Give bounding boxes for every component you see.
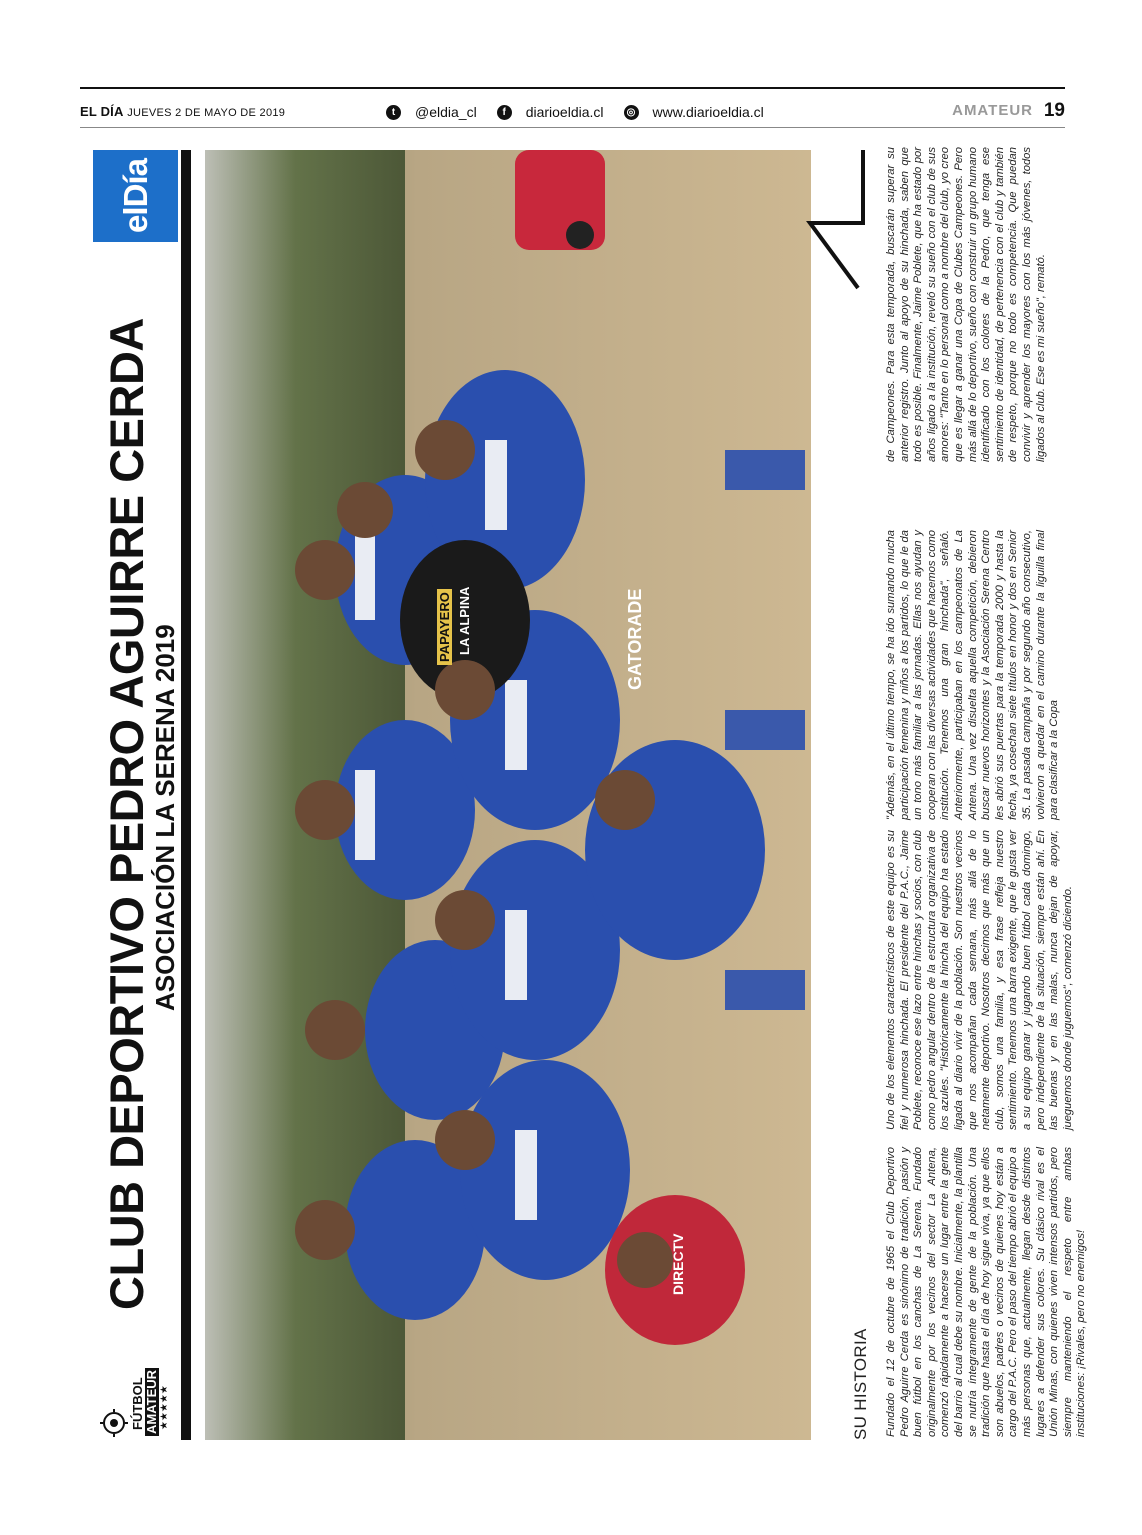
top-rule: [80, 87, 1065, 89]
eldia-logo: [93, 150, 178, 242]
article-column-4: de Campeones. Para esta temporada, buscarán superar su anterior registro. Junto al apoyo de su hinchada, saben que todo es posible. Finalmente, Jaime Poblete, que ha estado por años ligado a la institución, reveló su sueño con el club de sus amores: "Tanto en lo personal como a nombre del club, yo creo que es llegar a ganar una Copa de Clubes Campeones. Pero más allá de lo deportivo, sueño con construir un grupo humano identificado con los colores de la Pedro, que tenga ese sentimiento de identidad, de pertenencia con el club y también de respeto, porque no todo es competencia. Que puedan convivir y aprender los mayores con los más jóvenes, todos ligados al club. Ese es mi sueño", remató.: [885, 147, 1047, 462]
headline: CLUB DEPORTIVO PEDRO AGUIRRE CERDA: [100, 318, 153, 1310]
title-column-bar: [181, 150, 191, 1440]
subheadline: ASOCIACIÓN LA SERENA 2019: [150, 624, 180, 1011]
futbol-logo-stars: ★★★★★: [159, 1385, 170, 1430]
masthead: [80, 104, 285, 119]
gk-sponsor-1: PAPAYERO: [437, 589, 452, 665]
section-heading: SU HISTORIA: [851, 1328, 870, 1440]
web-icon: ◎: [624, 105, 639, 120]
article-column-2: Uno de los elementos característicos de este equipo es su fiel y numerosa hinchada. El presidente del P.A.C., Jaime Poblete, reconoce ese lazo entre hinchas y socios, con club como pedro angular dentro de la estructura organizativa de los azules. "Históricamente la hincha del equipo ha estado ligada al diario vivir de la población. Son nuestros vecinos que nos acompañan cada semana, más allá de lo netamente deportivo. Nosotros decimos que más que un club, somos una familia, y esa frase refleja nuestro sentimiento. Tenemos una barra exigente, que le gusta ver a su equipo ganar y jugando buen fútbol cada domingo, pero independiente de la situación, siempre están ahí. En las buenas y en las malas, nunca dejan de apoyar, jueguemos donde juguemos", comenzó diciendo.: [885, 830, 1074, 1130]
social-links: [386, 100, 784, 124]
futbol-logo-line2: AMATEUR: [144, 1369, 159, 1434]
callout-frame: [800, 148, 880, 298]
eldia-logo-text: elDía: [116, 159, 154, 233]
team-photo: [205, 150, 811, 1440]
paper-name: EL DÍA: [80, 104, 124, 119]
twitter-icon: t: [386, 105, 401, 120]
gk-sponsor-2: LA ALPINA: [457, 586, 472, 655]
twitter-handle[interactable]: @eldia_cl: [415, 104, 477, 120]
issue-date: JUEVES 2 DE MAYO DE 2019: [127, 107, 286, 119]
article-column-3: "Además, en el último tiempo, se ha ido sumando mucha participación femenina y niños a los partidos, lo que le da un tono más familiar a las jornadas. Ellas nos ayudan y cooperan con las diversas actividades que hacemos como institución. Tenemos una gran hinchada", señaló. Anteriormente, participaban en los campeonatos de La Antena. Una vez disuelta aquella competición, debieron buscar nuevos horizontes y la Asociación Serena Centro les abrió sus puertas para la temporada 2000 y hasta la fecha, ya cosechan siete títulos en honor y dos en Senior 35. La pasada campaña y por segundo año consecutivo, volvieron a quedar en el camino durante la liguilla final para clasificar a la Copa: [885, 530, 1061, 820]
page-number: 19: [1043, 100, 1065, 121]
website-link[interactable]: www.diarioeldia.cl: [652, 104, 764, 120]
futbol-logo-line1: FÚTBOL: [130, 1377, 145, 1430]
futbol-amateur-logo: [95, 1330, 177, 1440]
facebook-icon: f: [497, 105, 512, 120]
header-rule: [80, 127, 1065, 128]
page-header: [80, 100, 1065, 126]
article-column-1: Fundado el 12 de octubre de 1965 el Club Deportivo Pedro Aguirre Cerda es sinónimo de tradición, pasión y buen fútbol en los canchas de La Serena. Fundado originalmente por los vecinos del sector La Antena, comenzó rápidamente a hacerse un lugar entre la gente del barrio al cual debe su nombre. Inicialmente, la plantilla se nutría íntegramente de gente de la población. Una tradición que hasta el día de hoy sigue viva, ya que ellos son abuelos, padres o vecinos de quienes hoy están a cargo del P.A.C. Pero el paso del tiempo abrió el equipo a más personas que, actualmente, llegan desde distintos lugares a defender sus colores. Su clásico rival es el Unión Minas, con quienes viven intensos partidos, pero siempre manteniendo el respeto entre ambas instituciones: ¡Rivales, pero no enemigos!: [885, 1147, 1088, 1437]
section-name: AMATEUR: [952, 102, 1033, 119]
jersey-sponsor: GATORADE: [625, 588, 645, 690]
kid-jersey-sponsor: DIRECTV: [670, 1233, 686, 1295]
facebook-handle[interactable]: diarioeldia.cl: [525, 104, 604, 120]
team-photo-icon: [205, 150, 811, 1440]
